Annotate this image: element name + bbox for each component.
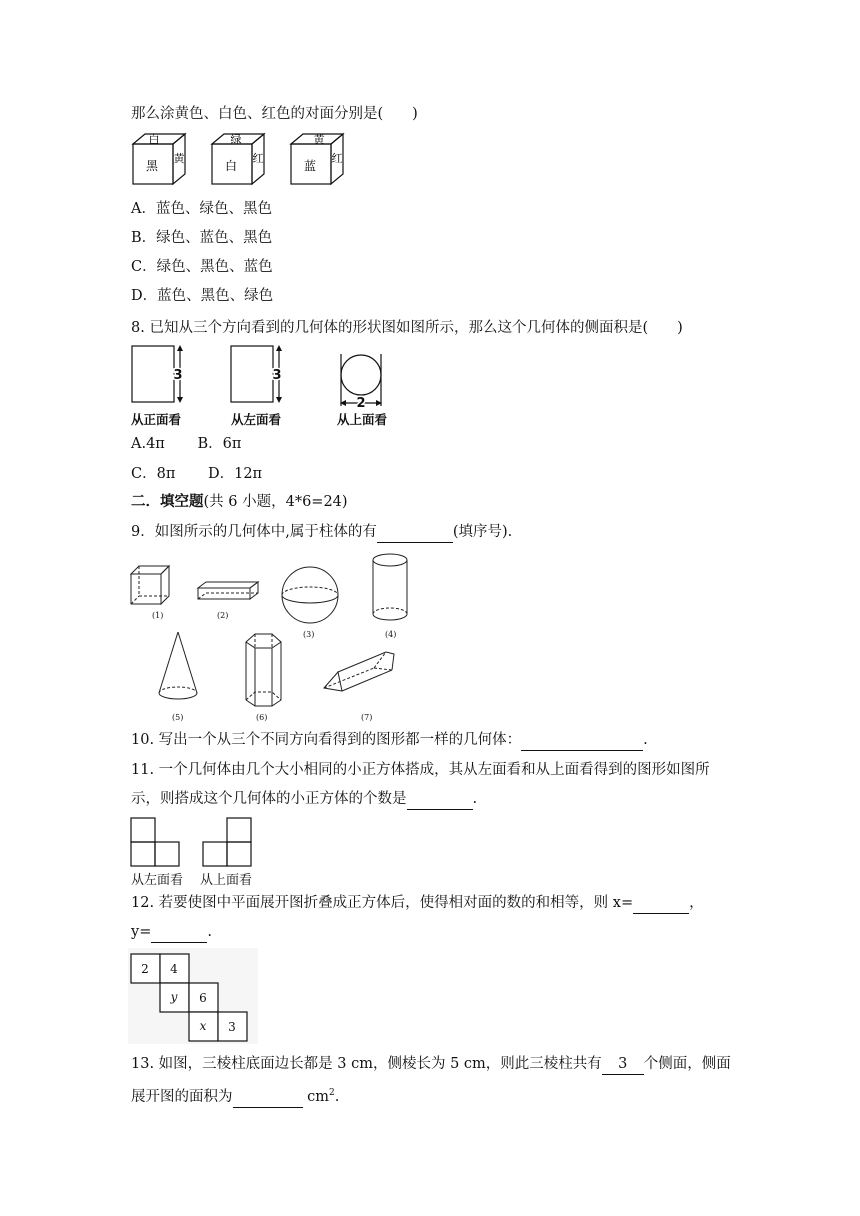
cube-1-side: 黄: [173, 152, 185, 165]
q10-stem: [131, 730, 648, 751]
q8-option-d: D．12π: [207, 466, 263, 482]
solid-5-cone: [159, 632, 197, 699]
q8-option-c: C．8π: [131, 466, 176, 482]
section-2-detail: (共 6 小题，4*6=24): [203, 494, 348, 510]
q10-stem-text: 10. 写出一个从三个不同方向看得到的图形都一样的几何体：: [131, 732, 522, 748]
cube-1-front: 黑: [145, 159, 159, 173]
net-cell-3: y: [170, 990, 178, 1004]
cube-3-top: 黄: [313, 133, 325, 146]
q12-x-blank[interactable]: [633, 893, 689, 914]
q8-stem: 8. 已知从三个方向看到的几何体的形状图如图所示，那么这个几何体的侧面积是( ): [131, 320, 683, 336]
q7-option-a: A．蓝色、绿色、黑色: [131, 201, 272, 217]
q9-label-2: (2): [217, 611, 229, 620]
cube-2-side: 红: [252, 152, 264, 165]
q11-line2-end: .: [472, 791, 478, 807]
q11-views-figure: [128, 816, 258, 868]
q10-answer-blank[interactable]: [521, 730, 643, 751]
q8-caption-left: 从左面看: [231, 412, 282, 427]
q9-stem-end: (填序号).: [452, 524, 513, 540]
q11-line2-text: 示，则搭成这个几何体的小正方体的个数是: [131, 791, 407, 807]
top-view-dim: 2: [356, 396, 366, 411]
q8-options-row1: [131, 434, 241, 454]
net-cell-2: 4: [170, 962, 178, 976]
q13-unit-sup: 2: [328, 1088, 335, 1098]
q13-line1-end: 个侧面，侧面: [643, 1056, 731, 1072]
q7-option-c: C．绿色、黑色、蓝色: [131, 259, 273, 275]
q12-line1: [131, 893, 704, 914]
net-cell-5: x: [199, 1019, 207, 1033]
solid-4-cylinder: [373, 554, 407, 620]
q8-caption-front: 从正面看: [131, 412, 182, 427]
q8-caption-top: 从上面看: [337, 412, 388, 427]
q9-label-5: (5): [172, 713, 184, 722]
q12-line2: [131, 922, 212, 943]
solid-2-box: [198, 582, 258, 599]
q13-answer-value: 3: [618, 1056, 628, 1072]
q7-option-d: D．蓝色、黑色、绿色: [131, 288, 274, 304]
q11-caption-left: 从左面看: [131, 873, 184, 888]
solid-7-tri-prism: [324, 652, 394, 691]
q12-line2-end: .: [207, 924, 212, 940]
q7-cube-figure: [128, 132, 368, 192]
q8-three-views: [128, 340, 408, 411]
q9-label-1: (1): [152, 611, 164, 620]
q7-option-b: B．绿色、蓝色、黑色: [131, 230, 273, 246]
solid-1-cube: [131, 566, 169, 604]
cube-3-front: 蓝: [303, 159, 317, 173]
q7-stem: 那么涂黄色、白色、红色的对面分别是( ): [131, 106, 418, 122]
q11-top-view: [203, 818, 251, 866]
q13-line1: [131, 1054, 731, 1075]
q9-stem-text: 9．如图所示的几何体中,属于柱体的有: [131, 524, 377, 540]
cube-2-top: 绿: [230, 133, 242, 146]
solid-6-prism: [246, 634, 281, 706]
cube-3-side: 红: [331, 152, 343, 165]
q8-option-b: B．6π: [197, 436, 242, 452]
q8-option-a: A.4π: [131, 436, 165, 452]
cube-2-front: 白: [224, 159, 238, 173]
q13-answer-1[interactable]: [602, 1054, 644, 1075]
net-cell-1: 2: [141, 962, 149, 976]
q8-options-row2: [131, 464, 262, 484]
cube-1-top: 白: [148, 133, 160, 146]
q11-caption-top: 从上面看: [200, 873, 253, 888]
section-2-heading: [131, 492, 348, 512]
net-cell-6: 3: [228, 1020, 236, 1034]
q12-cube-net: [128, 948, 258, 1044]
q12-line2-text: y=: [131, 924, 152, 940]
q13-line2-text: 展开图的面积为: [131, 1088, 233, 1105]
q9-answer-blank[interactable]: [377, 522, 453, 543]
q13-line2: [131, 1083, 339, 1108]
q11-line1: 11. 一个几何体由几个大小相同的小正方体搭成，其从左面看和从上面看得到的图形如图所: [131, 762, 710, 778]
q10-stem-end: .: [643, 732, 648, 748]
q12-line1-end: ，: [689, 895, 704, 911]
q13-line1-text: 13. 如图，三棱柱底面边长都是 3 cm，侧棱长为 5 cm，则此三棱柱共有: [131, 1056, 602, 1072]
left-view-dim: 3: [272, 368, 282, 383]
q9-label-7: (7): [361, 713, 373, 722]
section-2-label: 二．填空题: [131, 493, 204, 510]
q11-answer-blank[interactable]: [407, 789, 473, 810]
q9-label-3: (3): [303, 630, 315, 639]
q13-area-blank[interactable]: [233, 1087, 303, 1108]
solid-3-sphere: [282, 567, 338, 623]
net-cell-4: 6: [199, 991, 207, 1005]
front-view-dim: 3: [173, 368, 183, 383]
q9-label-6: (6): [256, 713, 268, 722]
q13-unit: cm: [307, 1088, 329, 1105]
q11-left-view: [131, 818, 179, 866]
q13-line2-end: .: [334, 1088, 340, 1105]
q11-line2: [131, 789, 477, 810]
q9-stem: [131, 522, 512, 543]
q12-line1-text: 12. 若要使图中平面展开图折叠成正方体后，使得相对面的数的和相等，则 x=: [131, 895, 634, 911]
q12-y-blank[interactable]: [151, 922, 207, 943]
q9-label-4: (4): [385, 630, 397, 639]
